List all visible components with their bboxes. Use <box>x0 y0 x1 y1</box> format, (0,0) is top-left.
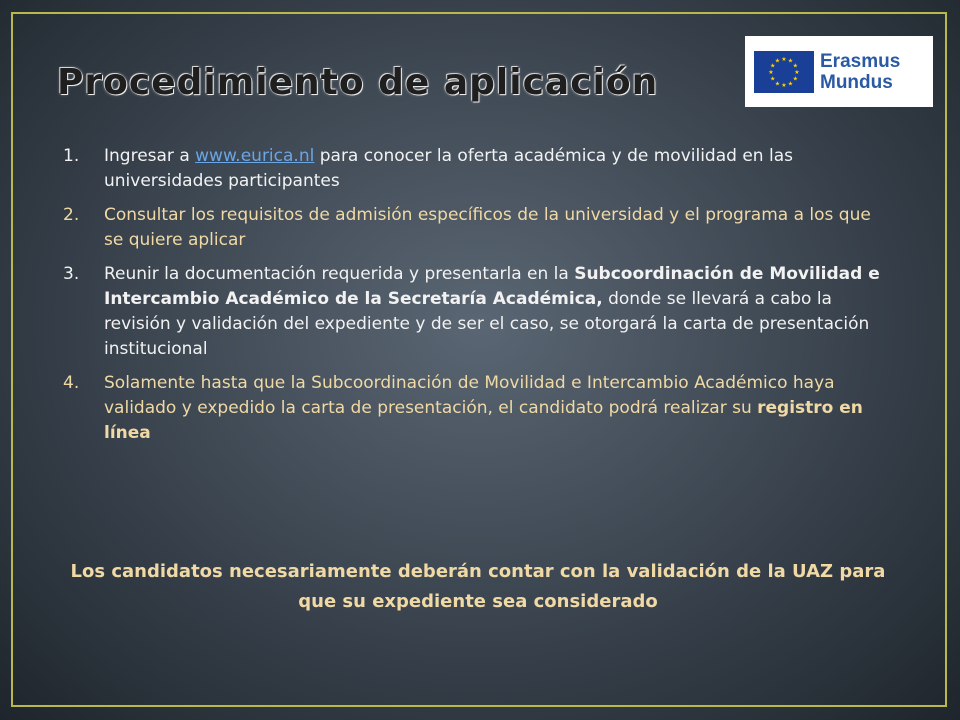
eu-star-icon: ★ <box>792 62 798 69</box>
item-text: Consultar los requisitos de admisión específicos de la universidad y el programa a los que se quiere aplicar <box>104 205 871 250</box>
item-text-bold: Subcoordinación de Movilidad e Intercambio Académico de la Secretaría Académica, <box>104 264 880 309</box>
list-item-3 <box>63 262 893 362</box>
item-number: 2. <box>63 205 80 225</box>
item-text-a: Ingresar a <box>104 146 196 166</box>
eu-star-icon: ★ <box>787 79 794 87</box>
item-text <box>104 262 893 362</box>
item-number: 4. <box>63 373 80 393</box>
list-item-2 <box>63 203 893 253</box>
eu-star-icon: ★ <box>774 79 781 87</box>
footer-note: Los candidatos necesariamente deberán contar con la validación de la UAZ para que su expediente sea considerado <box>70 561 886 612</box>
item-number: 3. <box>63 264 80 284</box>
eu-star-icon: ★ <box>781 81 787 89</box>
eurica-link[interactable]: www.eurica.nl <box>195 146 315 166</box>
item-number: 1. <box>63 146 80 166</box>
eu-star-icon: ★ <box>770 62 776 69</box>
eu-star-icon: ★ <box>792 75 798 82</box>
eu-star-icon: ★ <box>794 68 800 76</box>
item-text-b: para conocer la oferta académica y de movilidad en las universidades participantes <box>104 146 793 191</box>
logo-line-1: Erasmus <box>820 50 901 72</box>
eu-star-icon: ★ <box>774 57 781 65</box>
logo-text <box>820 51 900 93</box>
item-text <box>104 371 893 446</box>
logo-line-2: Mundus <box>820 71 893 93</box>
list-item-4 <box>63 371 893 446</box>
list-item-1 <box>63 144 893 194</box>
eu-star-icon: ★ <box>787 57 794 65</box>
eu-star-icon: ★ <box>781 55 787 63</box>
eu-star-icon: ★ <box>768 68 774 76</box>
eu-flag-icon <box>754 51 814 93</box>
item-text-bold: registro en línea <box>104 398 863 443</box>
eu-star-icon: ★ <box>770 75 776 82</box>
procedure-list <box>63 144 893 455</box>
erasmus-mundus-logo <box>745 36 933 107</box>
slide-title: Procedimiento de aplicación <box>57 62 659 103</box>
item-text-b: donde se llevará a cabo la revisión y validación del expediente y de ser el caso, se otorgará la carta de presentación institucional <box>104 289 870 359</box>
item-text-a: Reunir la documentación requerida y presentarla en la <box>104 264 575 284</box>
item-text <box>104 144 893 194</box>
item-text-a: Solamente hasta que la Subcoordinación de Movilidad e Intercambio Académico haya validado y expedido la carta de presentación, el candidato podrá realizar su <box>104 373 835 418</box>
